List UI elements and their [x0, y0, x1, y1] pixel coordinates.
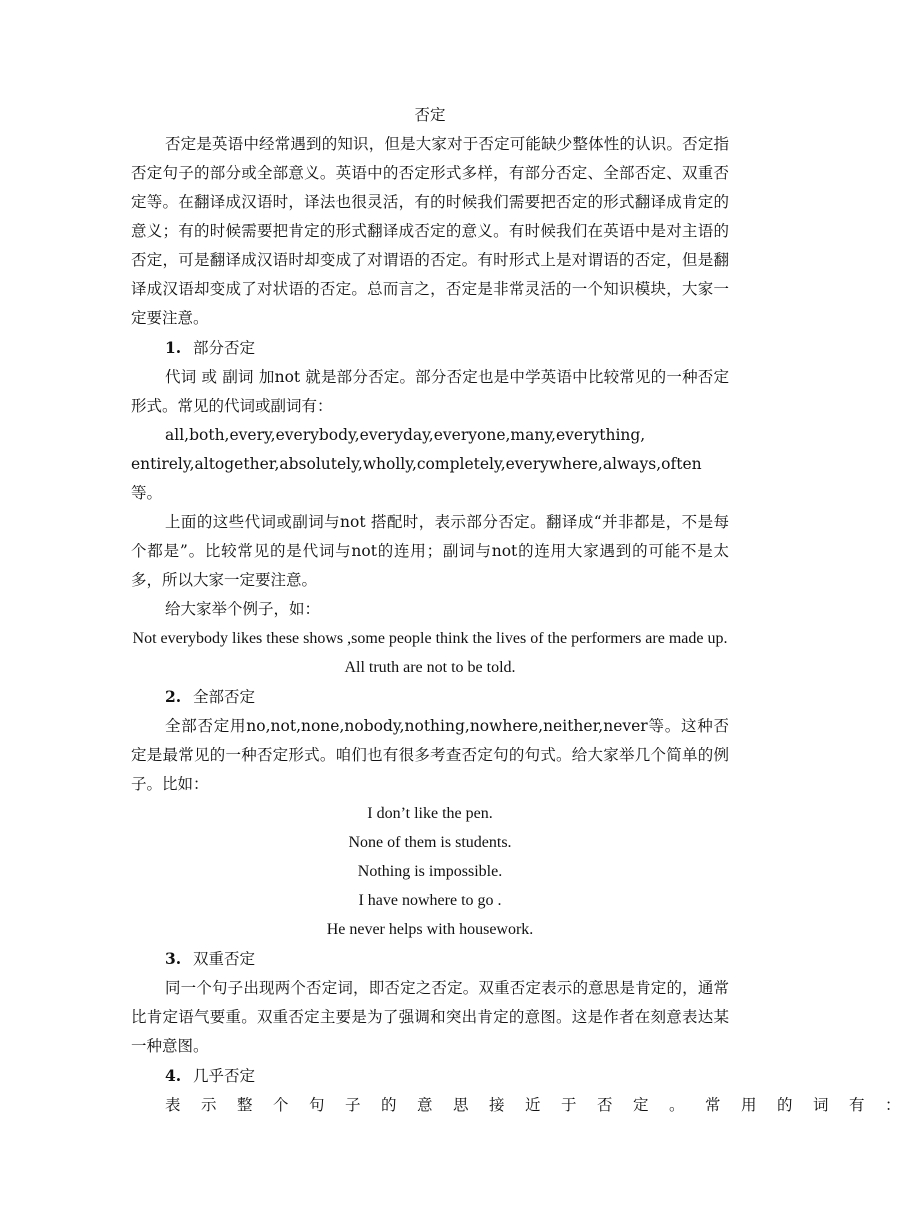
example-sentence: Nothing is impossible. — [357, 863, 503, 880]
section-number: 1. — [165, 338, 182, 357]
section-number: 2. — [165, 687, 182, 706]
section-paragraph: 全部否定用no,not,none,nobody,nothing,nowhere,neither,never等。这种否定是最常见的一种否定形式。咱们也有很多考查否定句的句式。给大家举几个简单的例子。比如： — [131, 717, 729, 793]
example-sentence: I don’t like the pen. — [367, 805, 493, 822]
word-list — [131, 421, 729, 508]
section-paragraph: 同一个句子出现两个否定词，即否定之否定。双重否定表示的意思是肯定的，通常比肯定语气要重。双重否定主要是为了强调和突出肯定的意图。这是作者在刻意表达某一种意图。 — [131, 979, 729, 1055]
example-sentence: All truth are not to be told. — [344, 659, 516, 676]
section-number: 3. — [165, 949, 182, 968]
document-title: 否定 — [414, 106, 446, 124]
section-paragraph: 代词 或 副词 加not 就是部分否定。部分否定也是中学英语中比较常见的一种否定形式。常见的代词或副词有： — [131, 368, 729, 415]
section-heading-full-negation — [131, 682, 729, 712]
section-heading-partial-negation — [131, 333, 729, 363]
word-list-line: all,both,every,everybody,everyday,everyone,many,everything, — [165, 426, 646, 444]
example-sentence: Not everybody likes these shows ,some people think the lives of the performers are made up. — [132, 630, 728, 647]
section-title: 双重否定 — [193, 950, 256, 968]
document-body — [131, 101, 921, 1120]
section-paragraph-spread: 表示整个句子的意思接近于否定。常用的词有： — [165, 1096, 921, 1114]
example-sentence: He never helps with housework. — [326, 921, 534, 938]
section-heading-near-negation — [131, 1061, 729, 1091]
section-paragraph: 给大家举个例子，如： — [165, 600, 321, 618]
example-sentence: None of them is students. — [348, 834, 512, 851]
section-number: 4. — [165, 1066, 182, 1085]
section-title: 几乎否定 — [193, 1067, 256, 1085]
word-list-line: entirely,altogether,absolutely,wholly,completely,everywhere,always,often 等。 — [131, 455, 702, 502]
section-title: 全部否定 — [193, 688, 256, 706]
section-heading-double-negation — [131, 944, 729, 974]
example-sentence: I have nowhere to go . — [358, 892, 502, 909]
intro-paragraph: 否定是英语中经常遇到的知识，但是大家对于否定可能缺少整体性的认识。否定指否定句子的部分或全部意义。英语中的否定形式多样，有部分否定、全部否定、双重否定等。在翻译成汉语时，译法也很灵活，有的时候我们需要把否定的形式翻译成肯定的意义；有的时候需要把肯定的形式翻译成否定的意义。有时候我们在英语中是对主语的否定，可是翻译成汉语时却变成了对谓语的否定。有时形式上是对谓语的否定，但是翻译成汉语却变成了对状语的否定。总而言之，否定是非常灵活的一个知识模块，大家一定要注意。 — [131, 135, 729, 327]
section-title: 部分否定 — [193, 339, 256, 357]
section-paragraph: 上面的这些代词或副词与not 搭配时，表示部分否定。翻译成“并非都是，不是每个都是”。比较常见的是代词与not的连用；副词与not的连用大家遇到的可能不是太多，所以大家一定要注意。 — [131, 513, 729, 589]
